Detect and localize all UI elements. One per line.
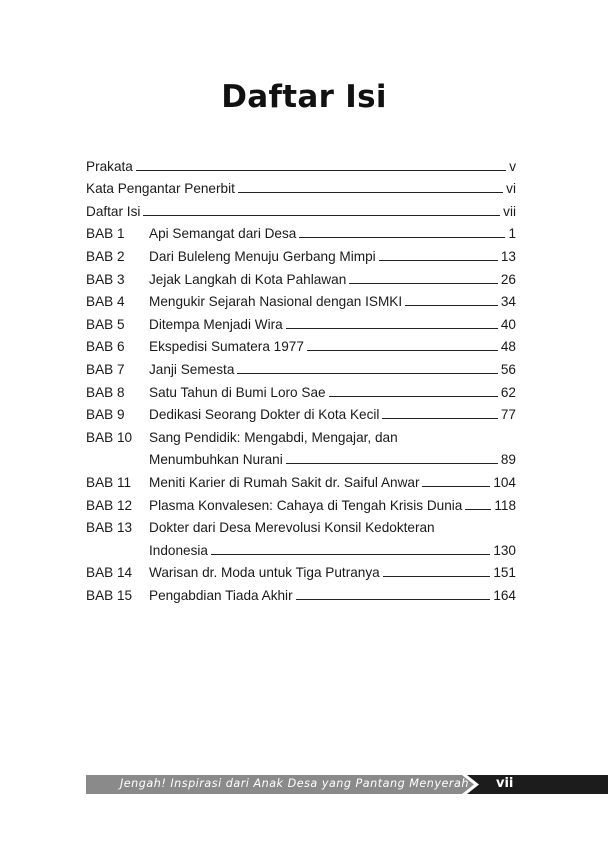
toc-chapter-label: BAB 13 xyxy=(86,520,133,536)
toc-page-number: 40 xyxy=(500,316,516,332)
toc-entry-lead xyxy=(86,430,516,445)
toc-entry-title: Menumbuhkan Nurani xyxy=(149,452,283,468)
toc-entry-title: Pengabdian Tiada Akhir xyxy=(149,587,293,603)
toc-entry xyxy=(86,264,516,287)
toc-entry-lead xyxy=(86,249,501,264)
toc-entry-title: Warisan dr. Moda untuk Tiga Putranya xyxy=(149,565,380,581)
toc-entry-title: Ditempa Menjadi Wira xyxy=(149,316,283,332)
toc-page-number: vi xyxy=(506,181,516,197)
toc-entry-lead xyxy=(86,407,501,422)
toc-chapter-label: BAB 10 xyxy=(86,429,133,445)
toc-chapter-label: BAB 2 xyxy=(86,248,125,264)
toc-page-number: 77 xyxy=(500,407,516,423)
toc-leader-line xyxy=(465,509,491,510)
footer-page-number: vii xyxy=(496,776,514,791)
toc-chapter-label: BAB 3 xyxy=(86,271,125,287)
toc-entry xyxy=(86,513,516,536)
toc-page-number: 62 xyxy=(500,384,516,400)
footer-page-tab xyxy=(466,775,608,794)
toc-entry xyxy=(86,377,516,400)
toc-entry-lead xyxy=(86,317,501,332)
toc-entry-lead xyxy=(86,294,501,309)
toc-entry-lead xyxy=(86,498,494,513)
toc-entry-title: Mengukir Sejarah Nasional dengan ISMKI xyxy=(149,294,403,310)
toc-leader-line xyxy=(307,350,498,351)
toc-entry xyxy=(86,490,516,513)
toc-entry xyxy=(86,400,516,423)
toc-leader-line xyxy=(405,305,498,306)
toc-chapter-label: BAB 12 xyxy=(86,497,133,513)
toc-entry-title: Daftar Isi xyxy=(86,203,141,219)
toc-leader-line xyxy=(329,396,498,397)
toc-entry xyxy=(86,196,516,219)
toc-page-number: 13 xyxy=(500,248,516,264)
toc-entry-title: Dari Buleleng Menuju Gerbang Mimpi xyxy=(149,248,376,264)
toc-leader-line xyxy=(422,486,490,487)
toc-chapter-label: BAB 7 xyxy=(86,361,125,377)
toc-chapter-label: BAB 8 xyxy=(86,384,125,400)
toc-entry-title: Indonesia xyxy=(149,542,208,558)
table-of-contents xyxy=(86,151,516,603)
toc-leader-line xyxy=(238,192,503,193)
toc-page-number: 56 xyxy=(500,361,516,377)
toc-entry-lead xyxy=(86,565,493,580)
toc-page-number: 130 xyxy=(493,542,516,558)
toc-entry-lead xyxy=(86,159,509,174)
toc-entry-title: Meniti Karier di Rumah Sakit dr. Saiful Anwar xyxy=(149,474,420,490)
toc-leader-line xyxy=(237,373,497,374)
toc-entry-lead xyxy=(86,181,506,196)
toc-entry xyxy=(86,241,516,264)
toc-entry xyxy=(86,558,516,581)
toc-chapter-label: BAB 9 xyxy=(86,407,125,423)
toc-page-number: 118 xyxy=(494,497,516,513)
toc-entry-lead xyxy=(86,452,501,467)
toc-entry xyxy=(86,354,516,377)
toc-entry-lead xyxy=(86,520,516,535)
toc-page-number: v xyxy=(509,158,516,174)
toc-chapter-label: BAB 14 xyxy=(86,565,133,581)
toc-entry-title: Satu Tahun di Bumi Loro Sae xyxy=(149,384,326,400)
toc-entry-title: Sang Pendidik: Mengabdi, Mengajar, dan xyxy=(149,429,398,445)
page-title: Daftar Isi xyxy=(221,78,387,115)
toc-entry xyxy=(86,332,516,355)
toc-leader-line xyxy=(383,576,491,577)
toc-page-number: 151 xyxy=(493,565,516,581)
toc-entry xyxy=(86,219,516,242)
toc-leader-line xyxy=(349,283,498,284)
toc-entry xyxy=(86,580,516,603)
toc-chapter-label: BAB 1 xyxy=(86,226,125,242)
toc-leader-line xyxy=(382,418,497,419)
toc-leader-line xyxy=(286,328,498,329)
toc-page-number: 26 xyxy=(500,271,516,287)
toc-entry-title: Janji Semesta xyxy=(149,361,235,377)
toc-entry-lead xyxy=(86,475,493,490)
toc-page-number: 34 xyxy=(500,294,516,310)
toc-page-number: vii xyxy=(503,203,516,219)
toc-entry-title: Dokter dari Desa Merevolusi Konsil Kedokteran xyxy=(149,520,435,536)
toc-chapter-label: BAB 4 xyxy=(86,294,125,310)
toc-leader-line xyxy=(286,463,498,464)
toc-entry xyxy=(86,309,516,332)
toc-entry-lead xyxy=(86,362,501,377)
toc-page-number: 48 xyxy=(500,339,516,355)
toc-entry-title: Jejak Langkah di Kota Pahlawan xyxy=(149,271,347,287)
toc-leader-line xyxy=(136,170,506,171)
toc-entry xyxy=(86,174,516,197)
footer-book-title: Jengah! Inspirasi dari Anak Desa yang Pantang Menyerah xyxy=(120,777,469,790)
toc-entry-title: Kata Pengantar Penerbit xyxy=(86,181,235,197)
toc-entry-lead xyxy=(86,226,508,241)
toc-entry-title: Plasma Konvalesen: Cahaya di Tengah Krisis Dunia xyxy=(149,497,463,513)
toc-entry-lead xyxy=(86,204,503,219)
toc-chapter-label: BAB 6 xyxy=(86,339,125,355)
toc-page-number: 104 xyxy=(493,474,516,490)
toc-leader-line xyxy=(211,554,490,555)
toc-chapter-label: BAB 15 xyxy=(86,587,133,603)
toc-entry-lead xyxy=(86,385,501,400)
toc-leader-line xyxy=(299,237,505,238)
toc-entry-lead xyxy=(86,272,501,287)
toc-entry-lead xyxy=(86,339,501,354)
toc-entry-title: Api Semangat dari Desa xyxy=(149,226,297,242)
toc-leader-line xyxy=(296,599,491,600)
toc-entry xyxy=(86,467,516,490)
toc-entry xyxy=(86,535,516,558)
toc-leader-line xyxy=(379,260,498,261)
toc-page-number: 89 xyxy=(500,452,516,468)
toc-page-number: 1 xyxy=(508,226,516,242)
toc-page-number: 164 xyxy=(493,587,516,603)
toc-chapter-label: BAB 11 xyxy=(86,474,132,490)
toc-entry-lead xyxy=(86,588,493,603)
toc-entry xyxy=(86,445,516,468)
toc-entry-lead xyxy=(86,543,493,558)
toc-chapter-label: BAB 5 xyxy=(86,316,125,332)
toc-entry-title: Prakata xyxy=(86,158,133,174)
toc-leader-line xyxy=(143,215,500,216)
page-footer xyxy=(86,775,608,794)
toc-entry-title: Ekspedisi Sumatera 1977 xyxy=(149,339,304,355)
toc-entry xyxy=(86,287,516,310)
toc-entry xyxy=(86,422,516,445)
toc-entry-title: Dedikasi Seorang Dokter di Kota Kecil xyxy=(149,407,380,423)
toc-entry xyxy=(86,151,516,174)
